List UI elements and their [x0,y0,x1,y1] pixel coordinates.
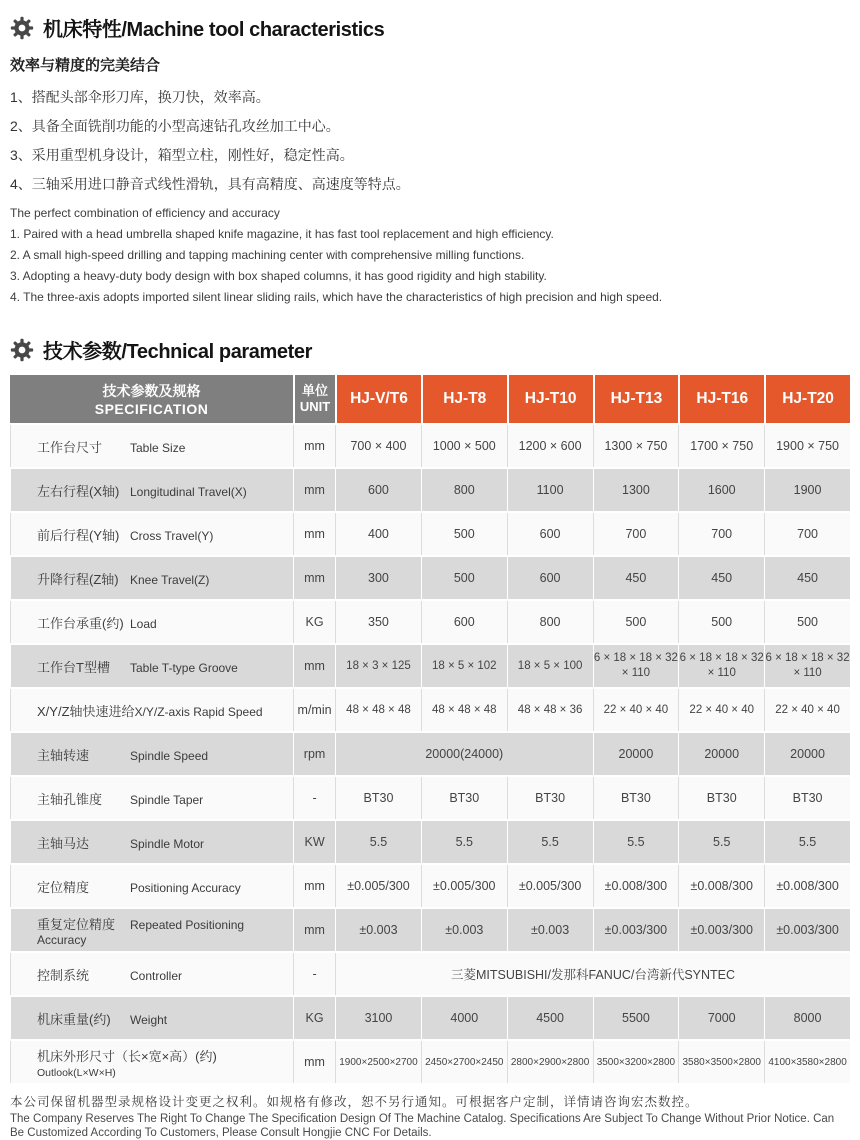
spec-header-cell [10,375,293,423]
value-cell: 500 [678,601,764,643]
table-row [10,865,850,907]
row-label-zh: 主轴马达 [37,835,90,851]
table-row [10,425,850,467]
row-label-zh: 机床重量(约) [37,1011,111,1027]
row-label-cell [10,821,293,863]
row-label-en: Knee Travel(Z) [130,572,210,587]
row-label-cell [10,469,293,511]
value-cell: 450 [593,557,679,599]
value-cell: 5.5 [593,821,679,863]
table-row [10,1041,850,1083]
value-cell: 500 [593,601,679,643]
value-cell: 1000 × 500 [421,425,507,467]
value-cell: 600 [507,557,593,599]
value-cell: 18 × 5 × 102 [421,645,507,687]
row-label-cell [10,645,293,687]
value-cell: 4000 [421,997,507,1039]
table-row [10,645,850,687]
row-label-zh: X/Y/Z轴快速进给 [37,703,135,719]
row-label-zh: 机床外形尺寸（长×宽×高）(约) [37,1048,217,1064]
features-zh [10,83,850,199]
table-row [10,953,850,995]
value-cell: ±0.008/300 [593,865,679,907]
value-cell: 1200 × 600 [507,425,593,467]
feature-item-en: 1. Paired with a head umbrella shaped knife magazine, it has fast tool replacement and high efficiency. [10,227,554,241]
row-label-cell [10,865,293,907]
value-cell: 450 [678,557,764,599]
row-label-zh: 控制系统 [37,967,90,983]
technical-parameter-title [10,335,850,364]
row-unit-cell: m/min [293,689,335,731]
table-row [10,777,850,819]
row-label-en: X/Y/Z-axis Rapid Speed [134,704,263,719]
table-row [10,513,850,555]
unit-header-cell [293,375,335,423]
row-label-en: Repeated Positioning Accuracy [37,917,245,947]
value-cell: 600 [335,469,421,511]
value-cell: BT30 [507,777,593,819]
row-label-zh: 左右行程(X轴) [37,483,120,499]
value-cell: 1900×2500×2700 [335,1041,421,1083]
value-cell: 三菱MITSUBISHI/发那科FANUC/台湾新代SYNTEC [335,953,850,995]
feature-item-en: 3. Adopting a heavy-duty body design with box shaped columns, it has good rigidity and high stability. [10,269,547,283]
row-unit-cell: mm [293,469,335,511]
value-cell: 48 × 48 × 48 [335,689,421,731]
row-unit-cell: - [293,953,335,995]
value-cell: 4500 [507,997,593,1039]
row-label-cell [10,601,293,643]
row-label-cell [10,689,293,731]
row-label-cell [10,733,293,775]
row-unit-cell: KG [293,601,335,643]
value-cell: 5.5 [421,821,507,863]
value-cell: 3580×3500×2800 [678,1041,764,1083]
row-label-zh: 重复定位精度 [37,916,116,932]
value-cell: 800 [421,469,507,511]
row-label-en: Spindle Speed [130,748,209,763]
value-cell: 48 × 48 × 36 [507,689,593,731]
value-cell: 700 [593,513,679,555]
feature-item-zh: 3、采用重型机身设计，箱型立柱，刚性好，稳定性高。 [10,147,354,163]
row-label-zh: 前后行程(Y轴) [37,527,120,543]
value-cell: 3100 [335,997,421,1039]
value-cell: BT30 [764,777,850,819]
row-unit-cell: KG [293,997,335,1039]
disclaimer [10,1092,850,1140]
value-cell: 1900 × 750 [764,425,850,467]
value-cell: 20000 [593,733,679,775]
model-header-cell: HJ-T8 [421,375,507,423]
value-cell: 6 × 18 × 18 × 32 × 110 [593,645,679,687]
row-label-cell [10,557,293,599]
gear-icon [10,16,34,40]
value-cell: 1600 [678,469,764,511]
value-cell: ±0.003/300 [593,909,679,951]
model-header-cell: HJ-T13 [593,375,679,423]
row-label-zh: 工作台承重(约) [37,615,124,631]
section-title-text: 技术参数/Technical parameter [43,341,313,363]
value-cell: 800 [507,601,593,643]
feature-item-zh: 2、具备全面铣削功能的小型高速钻孔攻丝加工中心。 [10,118,340,134]
value-cell: 2450×2700×2450 [421,1041,507,1083]
gear-icon [10,338,34,362]
intro-en: The perfect combination of efficiency and accuracy [10,206,280,220]
value-cell: ±0.008/300 [678,865,764,907]
value-cell: ±0.005/300 [335,865,421,907]
row-unit-cell: mm [293,557,335,599]
row-label-en: Weight [130,1012,168,1027]
table-row [10,469,850,511]
value-cell: 500 [764,601,850,643]
features-en [10,203,850,308]
value-cell: 6 × 18 × 18 × 32 × 110 [764,645,850,687]
value-cell: 3500×3200×2800 [593,1041,679,1083]
row-unit-cell: mm [293,865,335,907]
value-cell: ±0.005/300 [507,865,593,907]
row-label-cell [10,425,293,467]
row-label-zh: 主轴转速 [37,747,90,763]
value-cell: 7000 [678,997,764,1039]
row-unit-cell: mm [293,513,335,555]
value-cell: 700 × 400 [335,425,421,467]
feature-item-en: 2. A small high-speed drilling and tapping machining center with comprehensive milling functions. [10,248,525,262]
table-row [10,689,850,731]
value-cell: 450 [764,557,850,599]
value-cell: 1100 [507,469,593,511]
value-cell: 1300 [593,469,679,511]
spec-table [10,373,850,1085]
value-cell: 400 [335,513,421,555]
value-cell: 18 × 3 × 125 [335,645,421,687]
machine-characteristics-title [10,0,850,42]
spec-table-body [10,425,850,1083]
model-header-cell: HJ-V/T6 [335,375,421,423]
row-label-cell [10,777,293,819]
value-cell: 350 [335,601,421,643]
value-cell: 5.5 [764,821,850,863]
value-cell: 5.5 [507,821,593,863]
disclaimer-en: The Company Reserves The Right To Change The Specification Design Of The Machine Catalog. Specifications Are Subject To Change Without Prior Notice. Can Be Customized According To Customers, Please Consult Hongjie CNC For Details. [10,1113,835,1139]
subtitle: 效率与精度的完美结合 [10,57,161,74]
value-cell: 22 × 40 × 40 [593,689,679,731]
row-label-cell [10,1041,293,1083]
unit-header-zh: 单位 [302,383,329,398]
row-label-en: Outlook(L×W×H) [37,1066,116,1079]
row-label-zh: 主轴孔锥度 [37,791,103,807]
row-label-en: Table T-type Groove [130,660,238,675]
value-cell: 22 × 40 × 40 [678,689,764,731]
row-label-en: Spindle Motor [130,836,205,851]
value-cell: 20000 [678,733,764,775]
value-cell: BT30 [421,777,507,819]
row-label-en: Cross Travel(Y) [130,528,214,543]
table-header-row [10,375,850,423]
row-unit-cell: KW [293,821,335,863]
feature-item-zh: 4、三轴采用进口静音式线性滑轨，具有高精度、高速度等特点。 [10,176,410,192]
value-cell: BT30 [335,777,421,819]
row-label-en: Load [130,616,157,631]
table-row [10,733,850,775]
value-cell: ±0.003 [335,909,421,951]
value-cell: 5.5 [678,821,764,863]
model-header-cell: HJ-T20 [764,375,850,423]
value-cell: 5500 [593,997,679,1039]
table-row [10,821,850,863]
value-cell: ±0.003 [421,909,507,951]
disclaimer-zh: 本公司保留机器型录规格设计变更之权利。如规格有修改，恕不另行通知。可根据客户定制，详情请咨询宏杰数控。 [10,1095,699,1109]
row-label-cell [10,513,293,555]
value-cell: 300 [335,557,421,599]
row-label-zh: 工作台尺寸 [37,439,103,455]
value-cell: 8000 [764,997,850,1039]
row-label-cell [10,953,293,995]
table-row [10,557,850,599]
row-label-cell [10,997,293,1039]
value-cell: 18 × 5 × 100 [507,645,593,687]
value-cell: 1900 [764,469,850,511]
value-cell: 1300 × 750 [593,425,679,467]
section-title-text: 机床特性/Machine tool characteristics [43,19,385,41]
value-cell: 500 [421,557,507,599]
value-cell: BT30 [593,777,679,819]
value-cell: ±0.003 [507,909,593,951]
value-cell: ±0.003/300 [764,909,850,951]
row-label-zh: 升降行程(Z轴) [37,571,119,587]
value-cell: 700 [678,513,764,555]
row-label-en: Longitudinal Travel(X) [130,484,247,499]
feature-item-en: 4. The three-axis adopts imported silent linear sliding rails, which have the characteristics of high precision and high speed. [10,290,663,304]
table-row [10,997,850,1039]
row-unit-cell: rpm [293,733,335,775]
value-cell: 6 × 18 × 18 × 32 × 110 [678,645,764,687]
value-cell: ±0.008/300 [764,865,850,907]
row-label-en: Spindle Taper [130,792,204,807]
value-cell: 5.5 [335,821,421,863]
value-cell: BT30 [678,777,764,819]
value-cell: 4100×3580×2800 [764,1041,850,1083]
row-label-en: Controller [130,968,183,983]
spec-header-zh: 技术参数及规格 [102,383,201,399]
value-cell: 2800×2900×2800 [507,1041,593,1083]
value-cell: 22 × 40 × 40 [764,689,850,731]
model-header-cell: HJ-T10 [507,375,593,423]
table-row [10,909,850,951]
spec-header-en: SPECIFICATION [94,401,209,417]
value-cell: 600 [421,601,507,643]
row-unit-cell: - [293,777,335,819]
value-cell: 20000 [764,733,850,775]
row-unit-cell: mm [293,909,335,951]
row-label-zh: 定位精度 [37,879,90,895]
value-cell: 600 [507,513,593,555]
row-label-cell [10,909,293,951]
value-cell: 20000(24000) [335,733,592,775]
value-cell: ±0.003/300 [678,909,764,951]
row-label-zh: 工作台T型槽 [37,659,110,675]
value-cell: 700 [764,513,850,555]
unit-header-en: UNIT [299,399,331,414]
value-cell: 48 × 48 × 48 [421,689,507,731]
row-label-en: Table Size [130,440,186,455]
value-cell: 500 [421,513,507,555]
table-row [10,601,850,643]
row-label-en: Positioning Accuracy [130,880,241,895]
value-cell: ±0.005/300 [421,865,507,907]
row-unit-cell: mm [293,645,335,687]
row-unit-cell: mm [293,1041,335,1083]
feature-item-zh: 1、搭配头部伞形刀库，换刀快，效率高。 [10,89,270,105]
row-unit-cell: mm [293,425,335,467]
value-cell: 1700 × 750 [678,425,764,467]
model-header-cell: HJ-T16 [678,375,764,423]
